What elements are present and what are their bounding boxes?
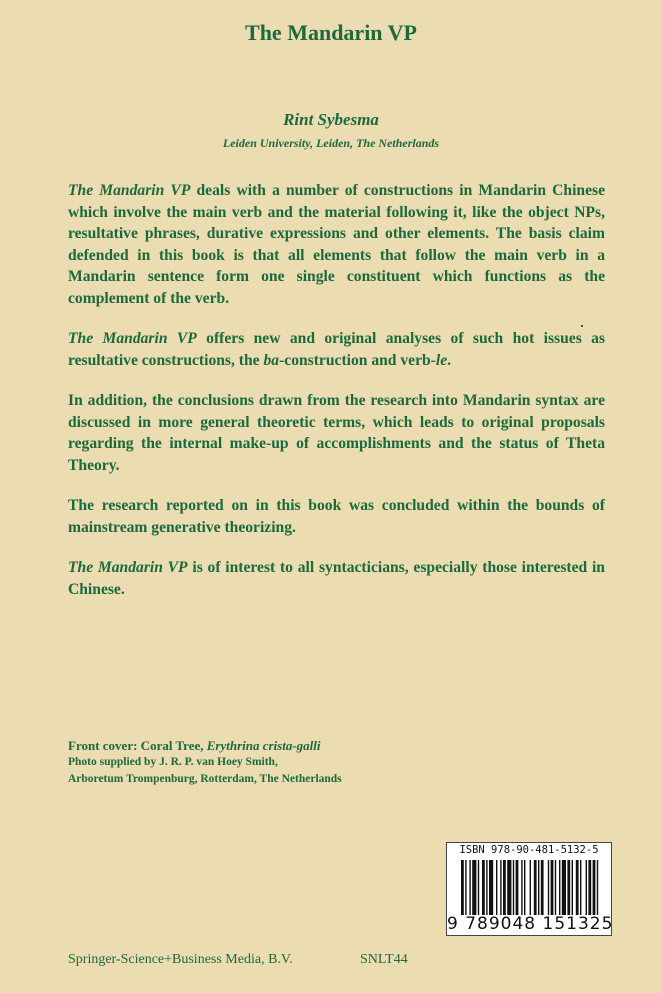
term-le: le (435, 351, 448, 369)
cover-credits (68, 737, 468, 788)
barcode-digits: 9 789048 151325 (447, 914, 614, 934)
barcode-bars (461, 860, 601, 915)
paragraph-text: is of interest to all syntacticians, especially those interested in Chinese. (68, 559, 605, 598)
blurb-paragraph-3: In addition, the conclusions drawn from the research into Mandarin syntax are discussed in more general theoretic terms, which leads to original proposals regarding the internal make-up of accomplishments and the status of Theta Theory. (68, 392, 605, 474)
species-name: Erythrina crista-galli (206, 738, 321, 753)
blurb-paragraph-5 (68, 557, 605, 600)
isbn-barcode (446, 842, 612, 936)
author-name: Rint Sybesma (283, 110, 379, 129)
stray-dot (581, 325, 583, 327)
series-code: SNLT44 (360, 952, 408, 967)
book-title-italic: The Mandarin VP (68, 330, 197, 347)
photo-location: Arboretum Trompenburg, Rotterdam, The Netherlands (68, 773, 342, 785)
book-title: The Mandarin VP (245, 20, 417, 45)
blurb-paragraph-1 (68, 180, 605, 309)
term-ba: ba (263, 351, 280, 369)
book-title-italic: The Mandarin VP (68, 559, 188, 576)
blurb (68, 180, 605, 619)
isbn-label: ISBN 978-90-481-5132-5 (459, 844, 599, 856)
author-affiliation: Leiden University, Leiden, The Netherlands (222, 136, 440, 150)
paragraph-text: offers new and original analyses of such hot issues as resultative constructions, the (68, 330, 605, 369)
paragraph-text: deals with a number of constructions in Mandarin Chinese which involve the main verb and the material following it, like the object NPs, resultative phrases, durative expressions and other elements. The basis claim defended in this book is that all elements that follow the main verb in a Mandarin sentence form one single constituent which functions as the complement of the verb. (68, 182, 605, 307)
paragraph-text: . (447, 351, 452, 369)
book-title-italic: The Mandarin VP (68, 182, 191, 199)
front-cover-credit (68, 737, 468, 754)
front-cover-label: Front cover: Coral Tree, (68, 738, 207, 753)
blurb-paragraph-2 (68, 328, 605, 371)
paragraph-text: -construction and verb- (279, 351, 436, 369)
photo-credit: Photo supplied by J. R. P. van Hoey Smith, (68, 756, 278, 768)
blurb-paragraph-4: The research reported on in this book was concluded within the bounds of mainstream generative theorizing. (68, 497, 605, 536)
publisher-name: Springer-Science+Business Media, B.V. (68, 952, 293, 967)
